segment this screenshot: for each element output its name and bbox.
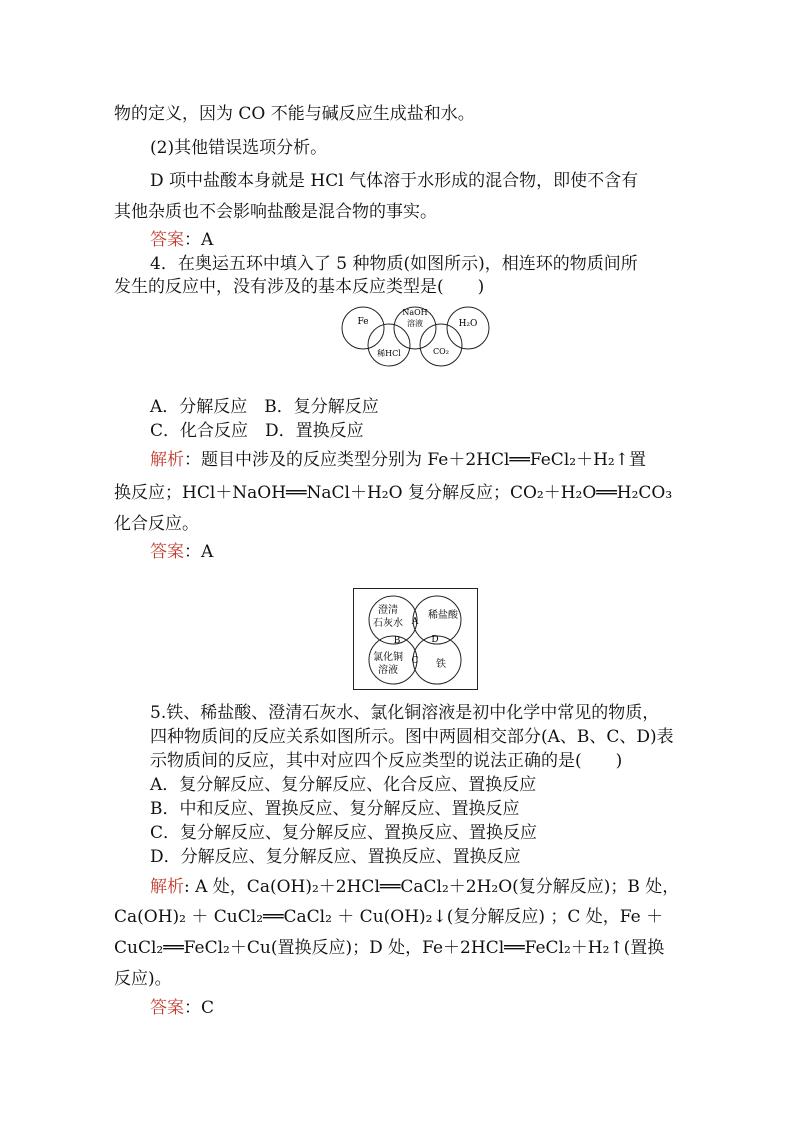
q4-options-ab: A．分解反应 B．复分解反应 bbox=[150, 397, 379, 417]
ring-label-fe: Fe bbox=[357, 317, 369, 327]
answer-value: ：A bbox=[184, 542, 214, 562]
answer-label: 答案 bbox=[150, 998, 184, 1018]
q4-analysis-line-1 bbox=[150, 449, 646, 471]
analysis-label: 解析 bbox=[150, 877, 184, 897]
q5-option-d: D．分解反应、复分解反应、置换反应、置换反应 bbox=[150, 847, 521, 867]
answer-label: 答案 bbox=[150, 542, 184, 562]
venn-label-limewater-2: 石灰水 bbox=[373, 618, 403, 629]
q4-options-cd: C．化合反应 D．置换反应 bbox=[150, 421, 364, 441]
q4-stem-line-1: 4．在奥运五环中填入了 5 种物质(如图所示)，相连环的物质间所 bbox=[150, 254, 638, 274]
q5-analysis-line-1 bbox=[150, 876, 679, 898]
ring-hcl bbox=[368, 324, 410, 366]
q4-analysis-line-3: 化合反应。 bbox=[114, 514, 199, 534]
intro-line-1: 物的定义，因为 CO 不能与碱反应生成盐和水。 bbox=[114, 104, 475, 124]
answer-value: ：A bbox=[184, 230, 214, 250]
q4-analysis-line-2: 换反应；HCl＋NaOH══NaCl＋H₂O 复分解反应；CO₂＋H₂O══H₂CO₃ bbox=[114, 483, 673, 503]
q5-option-a: A．复分解反应、复分解反应、化合反应、置换反应 bbox=[150, 775, 537, 795]
q5-analysis-line-4: 反应)。 bbox=[114, 969, 172, 989]
region-d: D bbox=[431, 635, 439, 645]
q5-stem-line-2: 四种物质间的反应关系如图所示。图中两圆相交部分(A、B、C、D)表 bbox=[150, 727, 674, 747]
q5-stem-line-3: 示物质间的反应，其中对应四个反应类型的说法正确的是( ) bbox=[150, 751, 623, 771]
venn-label-hcl: 稀盐酸 bbox=[428, 610, 458, 621]
answer-value: ：C bbox=[184, 998, 215, 1018]
answer-label: 答案 bbox=[150, 230, 184, 250]
ring-label-h2o: H₂O bbox=[458, 319, 478, 329]
q5-option-b: B．中和反应、置换反应、复分解反应、置换反应 bbox=[150, 799, 520, 819]
ring-fe bbox=[342, 307, 384, 349]
q4-answer bbox=[150, 541, 213, 563]
olympic-rings-figure bbox=[340, 304, 498, 368]
q4-analysis-text-1: ：题目中涉及的反应类型分别为 Fe＋2HCl══FeCl₂＋H₂↑置 bbox=[184, 450, 646, 470]
q5-answer bbox=[150, 997, 214, 1019]
ring-label-co2: CO₂ bbox=[433, 347, 449, 356]
venn-label-cucl2-2: 溶液 bbox=[378, 665, 398, 676]
q5-stem-line-1: 5.铁、稀盐酸、澄清石灰水、氯化铜溶液是初中化学中常见的物质， bbox=[150, 703, 660, 723]
region-c: C bbox=[411, 656, 419, 666]
q5-analysis-line-2: Ca(OH)₂ ＋ CuCl₂══CaCl₂ ＋ Cu(OH)₂↓(复分解反应) ；C 处，Fe ＋ bbox=[114, 907, 664, 927]
venn-figure bbox=[353, 588, 478, 690]
venn-label-limewater-1: 澄清 bbox=[378, 605, 398, 616]
analysis-label: 解析 bbox=[150, 450, 184, 470]
q5-analysis-text-1: : A 处，Ca(OH)₂＋2HCl══CaCl₂＋2H₂O(复分解反应)；B 处， bbox=[184, 877, 680, 897]
region-b: B bbox=[393, 636, 401, 646]
ring-label-naoh-solution: 溶液 bbox=[407, 319, 423, 328]
region-a: A bbox=[411, 617, 419, 627]
venn-label-iron: 铁 bbox=[436, 659, 446, 670]
q5-option-c: C．复分解反应、复分解反应、置换反应、置换反应 bbox=[150, 823, 538, 843]
intro-line-3: D 项中盐酸本身就是 HCl 气体溶于水形成的混合物，即使不含有 bbox=[150, 171, 639, 191]
intro-line-2: (2)其他错误选项分析。 bbox=[150, 138, 328, 158]
ring-label-naoh: NaOH bbox=[402, 308, 428, 317]
intro-line-4: 其他杂质也不会影响盐酸是混合物的事实。 bbox=[114, 202, 437, 222]
q4-stem-line-2: 发生的反应中，没有涉及的基本反应类型是( ) bbox=[114, 277, 485, 297]
venn-frame bbox=[354, 589, 478, 690]
venn-label-cucl2-1: 氯化铜 bbox=[373, 652, 403, 663]
intro-answer bbox=[150, 229, 213, 251]
ring-label-hcl: 稀HCl bbox=[377, 349, 401, 358]
q5-analysis-line-3: CuCl₂══FeCl₂＋Cu(置换反应)；D 处，Fe＋2HCl══FeCl₂＋H₂↑(置换 bbox=[114, 938, 665, 958]
